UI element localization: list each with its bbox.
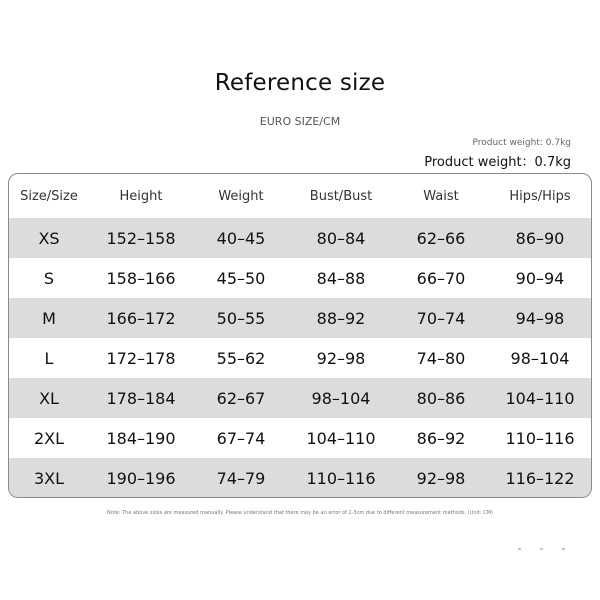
cell-bust: 110–116 [289,458,393,498]
cell-height: 184–190 [106,428,176,448]
cell-size: M [9,298,89,338]
column-header-height: Height [119,188,163,204]
speck-mark [540,548,543,550]
cell-bust: 80–84 [289,218,393,258]
cell-hips: 86–90 [489,218,591,258]
column-header-weight: Weight [218,188,264,204]
cell-hips: 110–116 [505,428,575,448]
cell-waist: 92–98 [393,458,489,498]
measurement-note: Note: The above sizes are measured manually. Please understand that there may be an error of 1-3cm due to different measurement methods. (Unit: CM) [107,510,493,516]
table-row [9,458,591,498]
cell-size: L [44,348,54,368]
cell-height: 190–196 [89,458,193,498]
column-header-size: Size/Size [20,188,78,204]
cell-waist: 74–80 [416,348,466,368]
table-row [9,218,591,258]
page-title: Reference size [214,70,386,96]
cell-height: 152–158 [89,218,193,258]
cell-bust: 98–104 [289,378,393,418]
column-header-hips: Hips/Hips [509,188,571,204]
cell-height: 178–184 [89,378,193,418]
cell-waist: 80–86 [393,378,489,418]
cell-size: S [43,268,55,288]
product-weight-small: Product weight: 0.7kg [472,138,571,148]
cell-size: XL [9,378,89,418]
cell-bust: 84–88 [316,268,366,288]
column-header-waist: Waist [423,188,459,204]
cell-hips: 116–122 [489,458,591,498]
size-chart-table-frame [8,173,592,498]
cell-weight: 40–45 [193,218,289,258]
cell-waist: 86–92 [416,428,466,448]
cell-height: 158–166 [106,268,176,288]
cell-weight: 50–55 [193,298,289,338]
cell-waist: 70–74 [393,298,489,338]
cell-bust: 92–98 [316,348,366,368]
cell-hips: 98–104 [510,348,570,368]
speck-mark [562,548,565,550]
cell-hips: 94–98 [489,298,591,338]
cell-size: 2XL [33,428,65,448]
table-header-row [9,174,591,218]
table-row [9,258,591,298]
cell-waist: 66–70 [416,268,466,288]
size-chart-table [9,174,591,498]
cell-waist: 62–66 [393,218,489,258]
decorative-specks [518,546,578,552]
product-weight-large: Product weight：0.7kg [424,155,571,170]
cell-size: XS [9,218,89,258]
cell-hips: 104–110 [489,378,591,418]
cell-bust: 88–92 [289,298,393,338]
table-row [9,298,591,338]
size-standard-subtitle: EURO SIZE/CM [259,115,341,128]
cell-height: 166–172 [89,298,193,338]
table-row [9,338,591,378]
cell-weight: 45–50 [216,268,266,288]
cell-size: 3XL [9,458,89,498]
table-row [9,418,591,458]
speck-mark [518,548,521,550]
cell-weight: 67–74 [216,428,266,448]
column-header-bust: Bust/Bust [309,188,373,204]
cell-height: 172–178 [106,348,176,368]
cell-bust: 104–110 [306,428,376,448]
cell-weight: 74–79 [193,458,289,498]
table-row [9,378,591,418]
cell-weight: 62–67 [193,378,289,418]
cell-weight: 55–62 [216,348,266,368]
cell-hips: 90–94 [515,268,565,288]
